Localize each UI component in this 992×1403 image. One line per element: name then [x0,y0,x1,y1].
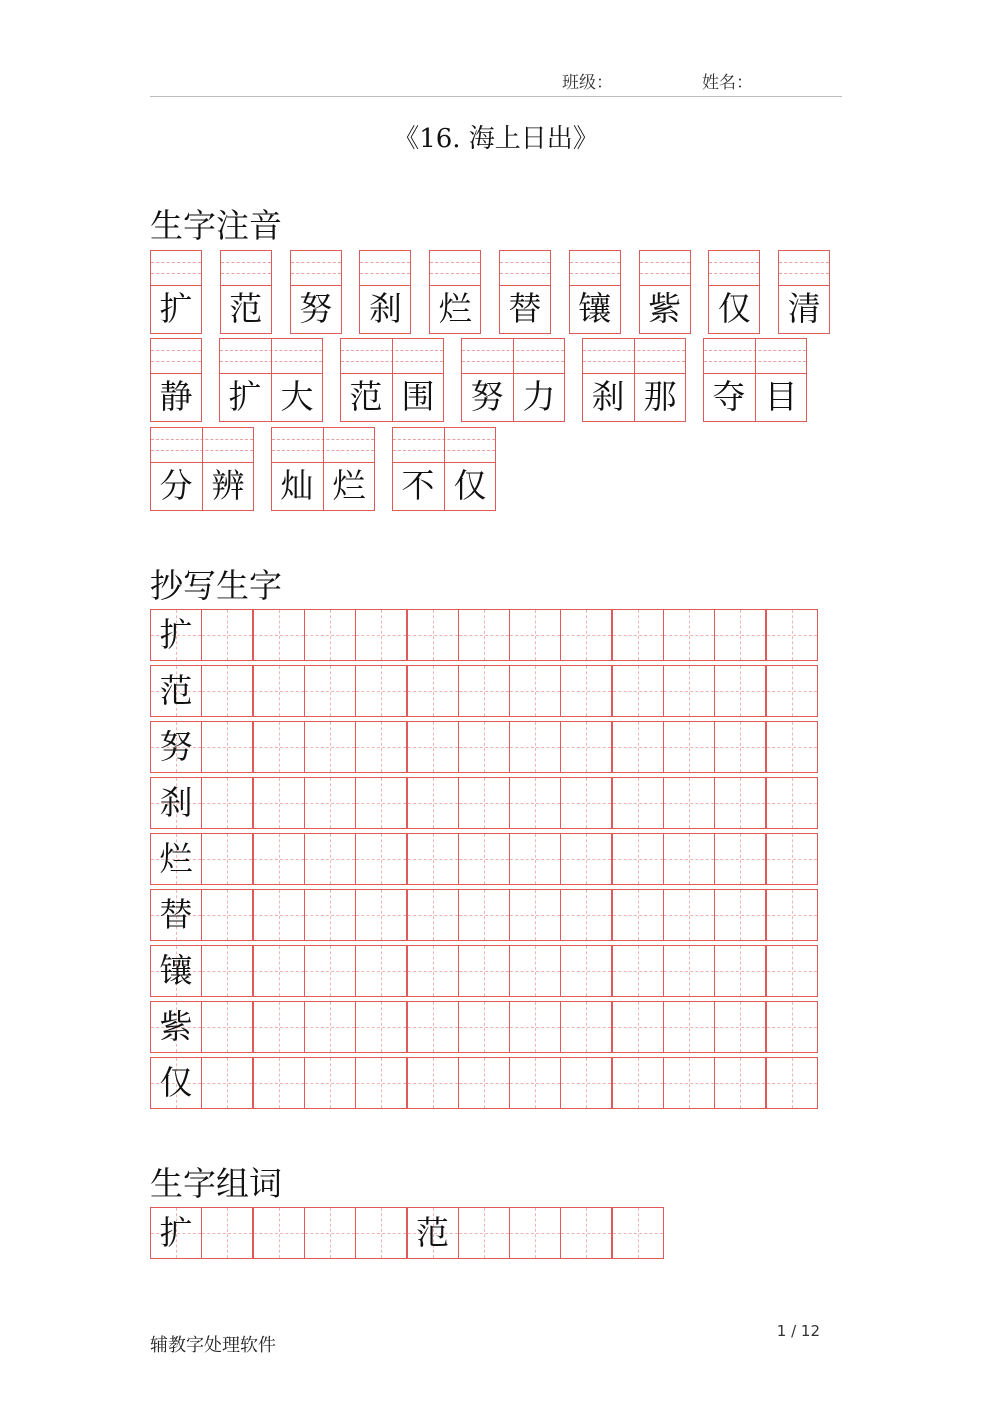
copy-writing-square[interactable] [612,609,664,661]
copy-writing-square[interactable] [560,609,612,661]
copy-writing-square[interactable] [304,665,356,717]
model-character: 刹 [159,783,193,822]
copy-writing-square[interactable] [201,721,253,773]
pinyin-cell[interactable] [429,250,481,334]
copy-writing-square[interactable] [253,665,305,717]
copy-writing-square[interactable] [458,945,510,997]
copy-writing-square[interactable] [253,889,305,941]
copy-writing-square[interactable] [458,1001,510,1053]
pinyin-writing-lines[interactable] [291,251,341,286]
copy-model-square[interactable] [150,945,202,997]
model-character: 烂 [159,839,193,878]
copy-model-square[interactable] [150,721,202,773]
copy-writing-square[interactable] [509,833,561,885]
copy-writing-square[interactable] [766,665,818,717]
copy-writing-square[interactable] [201,1001,253,1053]
pinyin-writing-lines[interactable] [709,251,759,286]
pinyin-writing-lines[interactable] [151,339,201,374]
copy-writing-square[interactable] [509,1001,561,1053]
copy-writing-square[interactable] [253,721,305,773]
pinyin-writing-lines[interactable] [640,251,690,286]
pinyin-cell[interactable] [150,427,254,511]
copy-model-square[interactable] [150,665,202,717]
copy-writing-square[interactable] [407,1057,459,1109]
copy-writing-square[interactable] [663,1001,715,1053]
pinyin-cell-char: 大 [280,377,314,416]
copy-writing-square[interactable] [663,665,715,717]
copy-writing-square[interactable] [766,889,818,941]
copy-writing-square[interactable] [714,889,766,941]
copy-writing-square[interactable] [355,721,407,773]
word-model-square[interactable] [150,1207,202,1259]
header-divider [150,96,842,97]
word-writing-square[interactable] [253,1207,305,1259]
word-writing-square[interactable] [560,1207,612,1259]
model-character: 紫 [159,1007,193,1046]
copy-model-square[interactable] [150,1057,202,1109]
copy-writing-square[interactable] [304,777,356,829]
copy-writing-square[interactable] [253,945,305,997]
section-pinyin-title: 生字注音 [150,206,282,245]
model-character: 仅 [159,1063,193,1102]
copy-writing-square[interactable] [612,665,664,717]
copy-writing-square[interactable] [355,945,407,997]
copy-writing-square[interactable] [663,777,715,829]
copy-writing-square[interactable] [201,833,253,885]
copy-writing-square[interactable] [560,777,612,829]
copy-writing-square[interactable] [714,833,766,885]
pinyin-cell[interactable] [150,250,202,334]
pinyin-writing-lines[interactable] [779,251,829,286]
copy-writing-square[interactable] [663,721,715,773]
pinyin-cell-char: 力 [522,377,556,416]
copy-writing-square[interactable] [714,665,766,717]
copy-writing-square[interactable] [407,609,459,661]
copy-writing-square[interactable] [355,833,407,885]
copy-writing-square[interactable] [201,945,253,997]
copy-writing-square[interactable] [509,777,561,829]
copy-writing-square[interactable] [407,1001,459,1053]
pinyin-cell-char: 那 [643,377,677,416]
model-character: 努 [159,727,193,766]
copy-writing-square[interactable] [304,609,356,661]
copy-writing-square[interactable] [304,945,356,997]
copy-writing-square[interactable] [458,665,510,717]
copy-writing-square[interactable] [509,945,561,997]
copy-writing-square[interactable] [509,1057,561,1109]
pinyin-cell[interactable] [639,250,691,334]
copy-writing-square[interactable] [355,889,407,941]
copy-writing-square[interactable] [612,1057,664,1109]
pinyin-cell[interactable] [290,250,342,334]
copy-model-square[interactable] [150,609,202,661]
pinyin-cell[interactable] [219,338,323,422]
copy-writing-square[interactable] [355,1057,407,1109]
copy-writing-square[interactable] [560,833,612,885]
copy-writing-square[interactable] [509,889,561,941]
pinyin-cell-char: 目 [764,377,798,416]
copy-writing-square[interactable] [458,889,510,941]
word-writing-square[interactable] [355,1207,407,1259]
model-character: 替 [159,895,193,934]
pinyin-cell-char: 镶 [578,289,612,328]
copy-writing-square[interactable] [253,1057,305,1109]
copy-writing-square[interactable] [663,833,715,885]
copy-writing-square[interactable] [766,1001,818,1053]
copy-writing-square[interactable] [509,721,561,773]
pinyin-cell[interactable] [582,338,686,422]
copy-writing-square[interactable] [304,1001,356,1053]
pinyin-cell-char: 仅 [717,289,751,328]
class-label: 班级： [562,73,613,93]
copy-writing-square[interactable] [201,777,253,829]
pinyin-cell-char: 分 [159,466,193,505]
copy-writing-square[interactable] [458,1057,510,1109]
copy-writing-square[interactable] [714,945,766,997]
copy-writing-square[interactable] [407,665,459,717]
copy-writing-square[interactable] [201,665,253,717]
copy-writing-square[interactable] [612,721,664,773]
pinyin-writing-lines[interactable] [151,251,201,286]
pinyin-cell[interactable] [703,338,807,422]
copy-model-square[interactable] [150,777,202,829]
model-character: 扩 [159,1213,193,1252]
copy-writing-square[interactable] [201,1057,253,1109]
copy-writing-square[interactable] [201,889,253,941]
copy-writing-square[interactable] [458,777,510,829]
copy-writing-square[interactable] [612,889,664,941]
copy-writing-square[interactable] [509,665,561,717]
word-writing-square[interactable] [612,1207,664,1259]
pinyin-cell[interactable] [392,427,496,511]
pinyin-writing-lines[interactable] [570,251,620,286]
pinyin-cell-char: 范 [349,377,383,416]
copy-writing-square[interactable] [714,1057,766,1109]
footer-software: 辅教字处理软件 [150,1335,276,1356]
pinyin-cell-char: 静 [159,377,193,416]
copy-writing-square[interactable] [253,1001,305,1053]
page-number: 1 / 12 [776,1322,820,1340]
copy-writing-square[interactable] [612,945,664,997]
word-writing-square[interactable] [304,1207,356,1259]
copy-writing-square[interactable] [304,889,356,941]
copy-writing-square[interactable] [766,777,818,829]
pinyin-writing-lines[interactable] [430,251,480,286]
section-words-title: 生字组词 [150,1164,282,1203]
copy-writing-square[interactable] [560,1057,612,1109]
pinyin-cell-char: 辨 [211,466,245,505]
copy-writing-square[interactable] [407,889,459,941]
pinyin-cell-char: 夺 [712,377,746,416]
copy-writing-square[interactable] [560,1001,612,1053]
copy-writing-square[interactable] [714,777,766,829]
pinyin-cell-char: 替 [508,289,542,328]
pinyin-cell-char: 清 [787,289,821,328]
page-title: 《16. 海上日出》 [393,124,599,154]
copy-writing-square[interactable] [714,1001,766,1053]
pinyin-cell-char: 刹 [368,289,402,328]
copy-writing-square[interactable] [612,777,664,829]
pinyin-cell-char: 扩 [159,289,193,328]
pinyin-cell-char: 努 [299,289,333,328]
copy-writing-square[interactable] [355,1001,407,1053]
pinyin-cell[interactable] [778,250,830,334]
copy-writing-square[interactable] [407,777,459,829]
copy-writing-square[interactable] [612,833,664,885]
pinyin-cell[interactable] [150,338,202,422]
model-character: 范 [159,671,193,710]
copy-writing-square[interactable] [201,609,253,661]
model-character: 扩 [159,615,193,654]
copy-model-square[interactable] [150,889,202,941]
pinyin-writing-lines[interactable] [500,251,550,286]
pinyin-cell-char: 烂 [332,466,366,505]
pinyin-cell[interactable] [499,250,551,334]
copy-writing-square[interactable] [612,1001,664,1053]
pinyin-cell-char: 紫 [648,289,682,328]
copy-writing-square[interactable] [560,889,612,941]
pinyin-cell[interactable] [708,250,760,334]
copy-model-square[interactable] [150,1001,202,1053]
pinyin-cell[interactable] [340,338,444,422]
model-character: 镶 [159,951,193,990]
copy-writing-square[interactable] [766,721,818,773]
pinyin-cell-char: 围 [401,377,435,416]
pinyin-cell-char: 灿 [280,466,314,505]
copy-writing-square[interactable] [355,665,407,717]
pinyin-cell-char: 扩 [228,377,262,416]
pinyin-writing-lines[interactable] [360,251,410,286]
copy-writing-square[interactable] [407,945,459,997]
copy-writing-square[interactable] [663,889,715,941]
pinyin-cell[interactable] [220,250,272,334]
copy-writing-square[interactable] [458,609,510,661]
copy-writing-square[interactable] [766,833,818,885]
pinyin-cell-char: 范 [229,289,263,328]
copy-writing-square[interactable] [714,609,766,661]
word-writing-square[interactable] [458,1207,510,1259]
copy-writing-square[interactable] [560,721,612,773]
copy-writing-square[interactable] [355,609,407,661]
copy-writing-square[interactable] [766,945,818,997]
copy-writing-square[interactable] [253,609,305,661]
copy-writing-square[interactable] [304,833,356,885]
copy-writing-square[interactable] [766,609,818,661]
name-label: 姓名： [702,73,753,93]
copy-model-square[interactable] [150,833,202,885]
copy-writing-square[interactable] [253,777,305,829]
copy-writing-square[interactable] [304,1057,356,1109]
copy-writing-square[interactable] [766,1057,818,1109]
copy-writing-square[interactable] [458,721,510,773]
pinyin-cell[interactable] [569,250,621,334]
copy-writing-square[interactable] [407,833,459,885]
copy-writing-square[interactable] [663,945,715,997]
copy-writing-square[interactable] [560,665,612,717]
copy-writing-square[interactable] [714,721,766,773]
copy-writing-square[interactable] [355,777,407,829]
pinyin-cell-char: 烂 [438,289,472,328]
copy-writing-square[interactable] [509,609,561,661]
pinyin-cell-char: 不 [401,466,435,505]
word-writing-square[interactable] [509,1207,561,1259]
copy-writing-square[interactable] [663,609,715,661]
pinyin-cell-char: 努 [470,377,504,416]
pinyin-cell[interactable] [271,427,375,511]
pinyin-cell[interactable] [359,250,411,334]
copy-writing-square[interactable] [407,721,459,773]
copy-writing-square[interactable] [560,945,612,997]
copy-writing-square[interactable] [253,833,305,885]
word-model-square[interactable] [407,1207,459,1259]
copy-writing-square[interactable] [458,833,510,885]
copy-writing-square[interactable] [663,1057,715,1109]
pinyin-writing-lines[interactable] [221,251,271,286]
section-copy-title: 抄写生字 [150,566,282,605]
pinyin-cell[interactable] [461,338,565,422]
model-character: 范 [416,1213,449,1252]
copy-writing-square[interactable] [304,721,356,773]
pinyin-cell-char: 仅 [453,466,487,505]
pinyin-cell-char: 刹 [591,377,625,416]
word-writing-square[interactable] [201,1207,253,1259]
